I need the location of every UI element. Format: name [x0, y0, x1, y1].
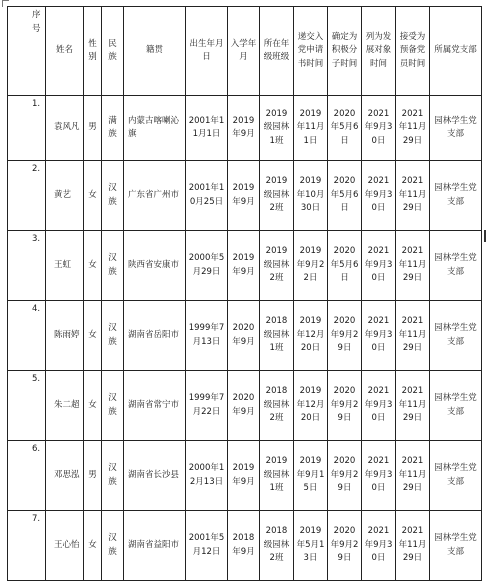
cell-enroll: 2019年9月 — [228, 161, 260, 231]
header-index: 序号 — [8, 7, 46, 96]
cell-probationary-date: 2021年11月29日 — [396, 96, 430, 161]
cell-index: 5. — [8, 371, 46, 441]
cell-activist-date: 2020年9月29日 — [328, 301, 362, 371]
cell-birth: 2001年11月1日 — [186, 96, 228, 161]
header-branch: 所属党支部 — [430, 7, 482, 96]
cell-class: 2018级园林1班 — [260, 301, 294, 371]
cell-hometown: 湖南省益阳市 — [124, 511, 186, 581]
cell-ethnicity: 汉族 — [102, 231, 124, 301]
cell-hometown: 湖南省长沙县 — [124, 441, 186, 511]
header-probationary-date: 接受为预备党员时间 — [396, 7, 430, 96]
cell-enroll: 2018年9月 — [228, 511, 260, 581]
header-gender: 性别 — [84, 7, 102, 96]
cell-hometown: 湖南省岳阳市 — [124, 301, 186, 371]
cell-name: 袁风凡 — [46, 96, 84, 161]
cell-candidate-date: 2021年9月30日 — [362, 301, 396, 371]
text-cursor-mark — [484, 230, 486, 242]
cell-class: 2018级园林2班 — [260, 511, 294, 581]
cell-birth: 2000年12月13日 — [186, 441, 228, 511]
cell-index: 7. — [8, 511, 46, 581]
cell-index: 4. — [8, 301, 46, 371]
cell-probationary-date: 2021年11月29日 — [396, 511, 430, 581]
header-enroll: 入学年月 — [228, 7, 260, 96]
cell-ethnicity: 汉族 — [102, 371, 124, 441]
cell-enroll: 2019年9月 — [228, 96, 260, 161]
cell-birth: 1999年7月22日 — [186, 371, 228, 441]
cell-index: 1. — [8, 96, 46, 161]
cell-activist-date: 2020年5月6日 — [328, 231, 362, 301]
table-row — [8, 231, 482, 301]
table-header-row — [8, 7, 482, 96]
cell-branch: 园林学生党支部 — [430, 511, 482, 581]
table-row — [8, 371, 482, 441]
header-candidate-date: 列为发展对象时间 — [362, 7, 396, 96]
cell-class: 2019级园林2班 — [260, 231, 294, 301]
cell-candidate-date: 2021年9月30日 — [362, 441, 396, 511]
cell-candidate-date: 2021年9月30日 — [362, 371, 396, 441]
cell-ethnicity: 汉族 — [102, 161, 124, 231]
cell-apply-date: 2019年9月15日 — [294, 441, 328, 511]
cell-enroll: 2019年9月 — [228, 231, 260, 301]
cell-apply-date: 2019年10月30日 — [294, 161, 328, 231]
header-birth: 出生年月日 — [186, 7, 228, 96]
cell-gender: 女 — [84, 371, 102, 441]
cell-index: 6. — [8, 441, 46, 511]
cell-activist-date: 2020年5月6日 — [328, 96, 362, 161]
cell-name: 黄艺 — [46, 161, 84, 231]
table-row — [8, 161, 482, 231]
cell-branch: 园林学生党支部 — [430, 161, 482, 231]
cell-class: 2019级园林1班 — [260, 441, 294, 511]
cell-candidate-date: 2021年9月30日 — [362, 161, 396, 231]
table-row — [8, 96, 482, 161]
cell-ethnicity: 满族 — [102, 96, 124, 161]
cell-name: 朱二超 — [46, 371, 84, 441]
cell-apply-date: 2019年11月1日 — [294, 96, 328, 161]
cell-enroll: 2020年9月 — [228, 301, 260, 371]
cell-gender: 女 — [84, 161, 102, 231]
cell-probationary-date: 2021年11月29日 — [396, 161, 430, 231]
cell-activist-date: 2020年9月29日 — [328, 441, 362, 511]
header-activist-date: 确定为积极分子时间 — [328, 7, 362, 96]
cell-apply-date: 2019年12月20日 — [294, 371, 328, 441]
cell-name: 邓思泓 — [46, 441, 84, 511]
cell-gender: 女 — [84, 511, 102, 581]
cell-class: 2018级园林2班 — [260, 371, 294, 441]
cell-branch: 园林学生党支部 — [430, 96, 482, 161]
cell-branch: 园林学生党支部 — [430, 231, 482, 301]
cell-ethnicity: 汉族 — [102, 511, 124, 581]
header-hometown: 籍贯 — [124, 7, 186, 96]
cell-class: 2019级园林2班 — [260, 161, 294, 231]
cell-branch: 园林学生党支部 — [430, 371, 482, 441]
cell-index: 2. — [8, 161, 46, 231]
cell-activist-date: 2020年9月29日 — [328, 511, 362, 581]
header-name: 姓名 — [46, 7, 84, 96]
cell-probationary-date: 2021年11月29日 — [396, 301, 430, 371]
cell-apply-date: 2019年12月20日 — [294, 301, 328, 371]
cell-ethnicity: 汉族 — [102, 441, 124, 511]
cell-class: 2019级园林1班 — [260, 96, 294, 161]
header-ethnicity: 民族 — [102, 7, 124, 96]
cell-name: 王心怡 — [46, 511, 84, 581]
cell-hometown: 湖南省常宁市 — [124, 371, 186, 441]
cell-candidate-date: 2021年9月30日 — [362, 511, 396, 581]
cell-enroll: 2020年9月 — [228, 371, 260, 441]
header-class: 所在年级班级 — [260, 7, 294, 96]
cell-birth: 2000年5月29日 — [186, 231, 228, 301]
cell-activist-date: 2020年9月29日 — [328, 371, 362, 441]
cell-gender: 女 — [84, 231, 102, 301]
header-apply-date: 递交入党申请书时间 — [294, 7, 328, 96]
cell-hometown: 广东省广州市 — [124, 161, 186, 231]
cell-index: 3. — [8, 231, 46, 301]
cell-probationary-date: 2021年11月29日 — [396, 371, 430, 441]
cell-name: 陈雨婷 — [46, 301, 84, 371]
cell-birth: 2001年5月12日 — [186, 511, 228, 581]
cell-gender: 男 — [84, 441, 102, 511]
cell-gender: 女 — [84, 301, 102, 371]
cell-gender: 男 — [84, 96, 102, 161]
party-development-table — [7, 6, 482, 581]
cell-name: 王虹 — [46, 231, 84, 301]
cell-branch: 园林学生党支部 — [430, 301, 482, 371]
table-row — [8, 441, 482, 511]
cell-birth: 1999年7月13日 — [186, 301, 228, 371]
cell-activist-date: 2020年5月6日 — [328, 161, 362, 231]
cell-candidate-date: 2021年9月30日 — [362, 231, 396, 301]
cell-candidate-date: 2021年9月30日 — [362, 96, 396, 161]
cell-apply-date: 2019年9月22日 — [294, 231, 328, 301]
cell-apply-date: 2019年5月13日 — [294, 511, 328, 581]
cell-enroll: 2019年9月 — [228, 441, 260, 511]
cell-probationary-date: 2021年11月29日 — [396, 441, 430, 511]
table-row — [8, 511, 482, 581]
cell-hometown: 内蒙古喀喇沁旗 — [124, 96, 186, 161]
cell-birth: 2001年10月25日 — [186, 161, 228, 231]
table-row — [8, 301, 482, 371]
cell-probationary-date: 2021年11月29日 — [396, 231, 430, 301]
cell-branch: 园林学生党支部 — [430, 441, 482, 511]
cell-ethnicity: 汉族 — [102, 301, 124, 371]
cell-hometown: 陕西省安康市 — [124, 231, 186, 301]
